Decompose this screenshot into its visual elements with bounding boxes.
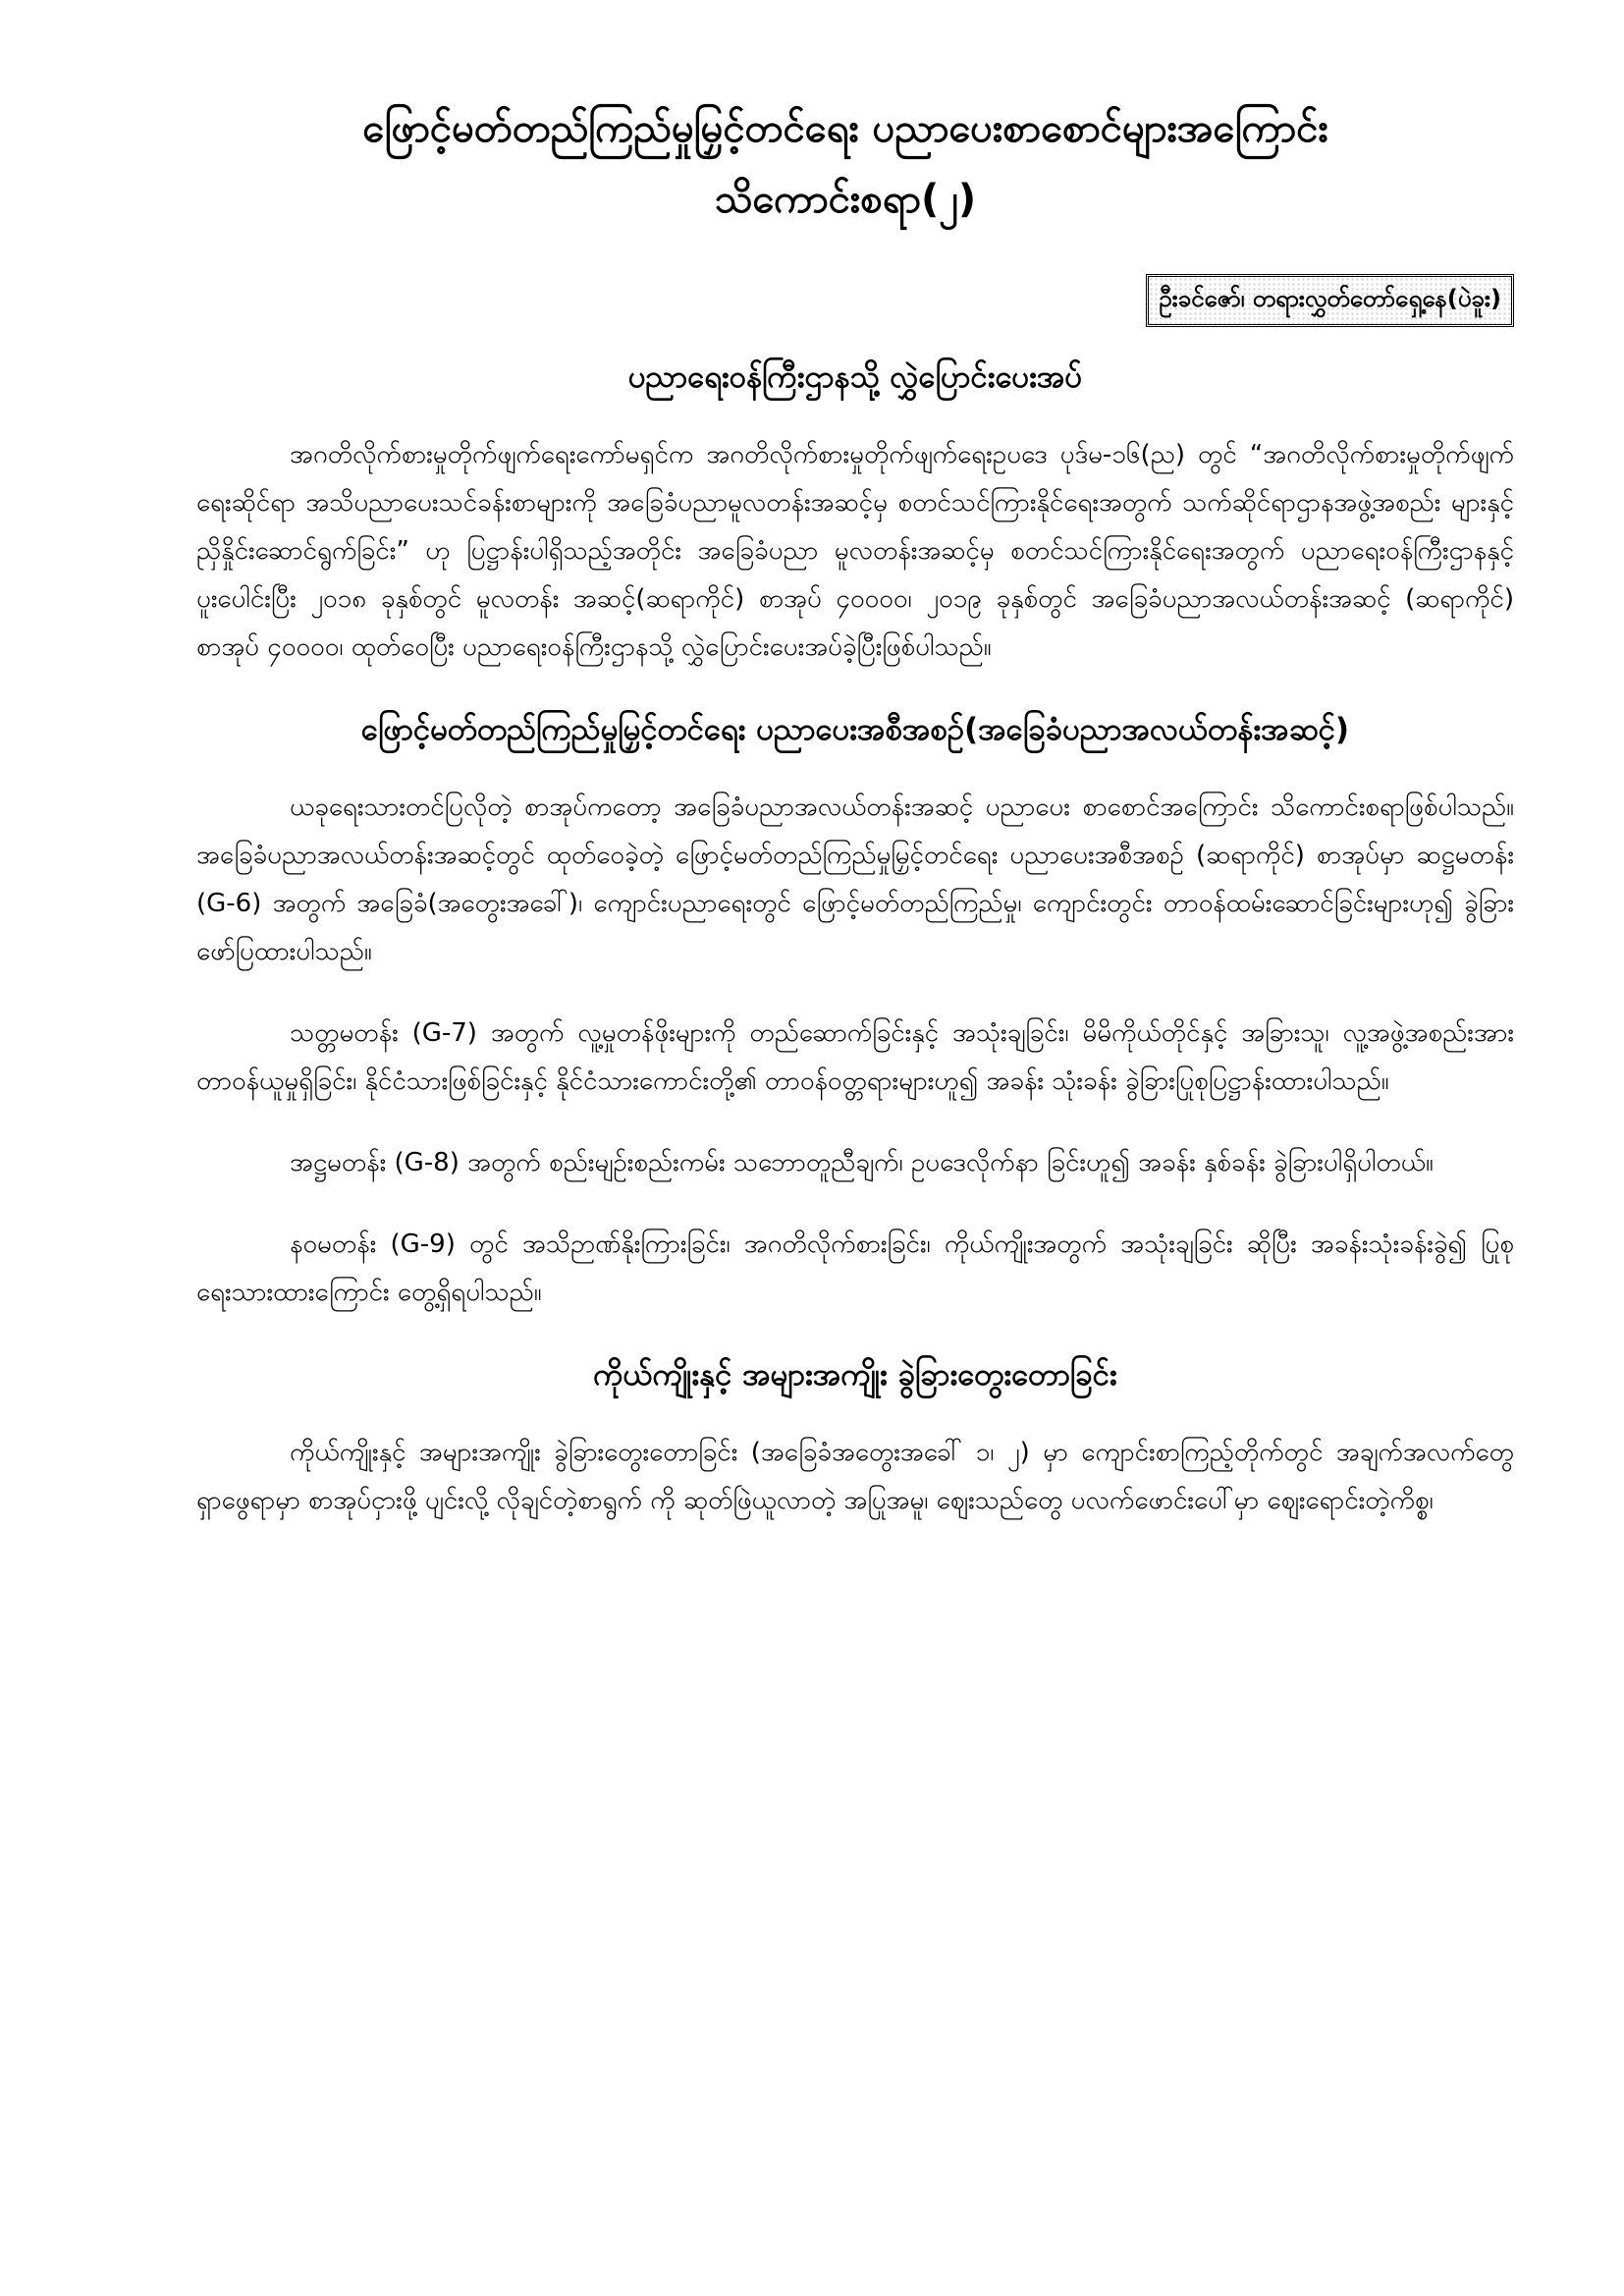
- section-2: [196, 705, 1514, 1317]
- section-heading: ကိုယ်ကျိုးနှင့် အများအကျိုး ခွဲခြားတွေးတောခြင်း: [593, 1357, 1117, 1393]
- author-byline: ဦးခင်ဇော်၊ တရားလွှတ်တော်ရှေ့နေ(ပဲခူး): [1146, 274, 1514, 327]
- title-line-1: ဖြောင့်မတ်တည်ကြည်မှုမြှင့်တင်ရေး ပညာပေးစာစောင်များအကြောင်း: [362, 106, 1328, 151]
- section-heading: ပညာရေးဝန်ကြီးဌာနသို့ လွှဲပြောင်းပေးအပ်: [627, 359, 1083, 395]
- author-row: [196, 274, 1514, 327]
- section-heading: ဖြောင့်မတ်တည်ကြည်မှုမြှင့်တင်ရေး ပညာပေးအစီအစဉ်(အခြေခံပညာအလယ်တန်းအဆင့်): [360, 712, 1350, 747]
- title-line-2: သိကောင်းစရာ(၂): [714, 177, 977, 222]
- section-3: [196, 1350, 1514, 1525]
- paragraph: နဝမတန်း (G-9) တွင် အသိဉာဏ်နိုးကြားခြင်း၊ အဂတိလိုက်စားခြင်း၊ ကိုယ်ကျိုးအတွက် အသုံးချခြင်း ဆိုပြီး အခန်းသုံးခန်းခွဲ၍ ပြုစုရေးသားထားကြောင်း တွေ့ရှိရပါသည်။: [196, 1230, 1514, 1307]
- paragraph: သတ္တမတန်း (G-7) အတွက် လူ့မှုတန်ဖိုးများကို တည်ဆောက်ခြင်းနှင့် အသုံးချခြင်း၊ မိမိကိုယ်တိုင်နှင့် အခြားသူ၊ လူ့အဖွဲ့အစည်းအား တာဝန်ယူမှုရှိခြင်း၊ နိုင်ငံသားဖြစ်ခြင်းနှင့် နိုင်ငံသားကောင်းတို့၏ တာဝန်ဝတ္တရားများဟူ၍ အခန်း သုံးခန်း ခွဲခြားပြုစုပြဋ္ဌာန်းထားပါသည်။: [196, 1018, 1514, 1096]
- document-title: [177, 93, 1514, 235]
- paragraph: ကိုယ်ကျိုးနှင့် အများအကျိုး ခွဲခြားတွေးတောခြင်း (အခြေခံအတွေးအခေါ် ၁၊ ၂) မှာ ကျောင်းစာကြည့်တိုက်တွင် အချက်အလက်တွေ ရှာဖွေရာမှာ စာအုပ်ငှားဖို့ ပျင်းလို့ လိုချင်တဲ့စာရွက် ကို ဆုတ်ဖြဲယူလာတဲ့ အပြုအမူ၊ ဈေးသည်တွေ ပလက်ဖောင်းပေါ်မှာ ဈေးရောင်းတဲ့ကိစ္စ၊: [196, 1438, 1514, 1515]
- section-1: [196, 353, 1514, 672]
- paragraph: အဋ္ဌမတန်း (G-8) အတွက် စည်းမျဉ်းစည်းကမ်း သဘောတူညီချက်၊ ဥပဒေလိုက်နာ ခြင်းဟူ၍ အခန်း နှစ်ခန်း ခွဲခြားပါရှိပါတယ်။: [290, 1148, 1434, 1177]
- paragraph: ယခုရေးသားတင်ပြလိုတဲ့ စာအုပ်ကတော့ အခြေခံပညာအလယ်တန်းအဆင့် ပညာပေး စာစောင်အကြောင်း သိကောင်းစရာဖြစ်ပါသည်။ အခြေခံပညာအလယ်တန်းအဆင့်တွင် ထုတ်ဝေခဲ့တဲ့ ဖြောင့်မတ်တည်ကြည်မှုမြှင့်တင်ရေး ပညာပေးအစီအစဉ် (ဆရာကိုင်) စာအုပ်မှာ ဆဋ္ဌမတန်း (G-6) အတွက် အခြေခံ(အတွေးအခေါ်)၊ ကျောင်းပညာရေးတွင် ဖြောင့်မတ်တည်ကြည်မှု၊ ကျောင်းတွင်း တာဝန်ထမ်းဆောင်ခြင်းများဟု၍ ခွဲခြားဖော်ပြထားပါသည်။: [196, 793, 1514, 966]
- paragraph: အဂတိလိုက်စားမှုတိုက်ဖျက်ရေးကော်မရှင်က အဂတိလိုက်စားမှုတိုက်ဖျက်ရေးဥပဒေ ပုဒ်မ-၁၆(ည) တွင် “အဂတိလိုက်စားမှုတိုက်ဖျက်ရေးဆိုင်ရာ အသိပညာပေးသင်ခန်းစာများကို အခြေခံပညာမူလတန်းအဆင့်မှ စတင်သင်ကြားနိုင်ရေးအတွက် သက်ဆိုင်ရာဌာနအဖွဲ့အစည်း များနှင့် ညှိနှိုင်းဆောင်ရွက်ခြင်း” ဟု ပြဋ္ဌာန်းပါရှိသည့်အတိုင်း အခြေခံပညာ မူလတန်းအဆင့်မှ စတင်သင်ကြားနိုင်ရေးအတွက် ပညာရေးဝန်ကြီးဌာနနှင့် ပူးပေါင်းပြီး ၂၀၁၈ ခုနှစ်တွင် မူလတန်း အဆင့်(ဆရာကိုင်) စာအုပ် ၄၀၀၀၀၊ ၂၀၁၉ ခုနှစ်တွင် အခြေခံပညာအလယ်တန်းအဆင့် (ဆရာကိုင်) စာအုပ် ၄၀၀၀၀၊ ထုတ်ဝေပြီး ပညာရေးဝန်ကြီးဌာနသို့ လွှဲပြောင်းပေးအပ်ခဲ့ပြီးဖြစ်ပါသည်။: [196, 440, 1514, 662]
